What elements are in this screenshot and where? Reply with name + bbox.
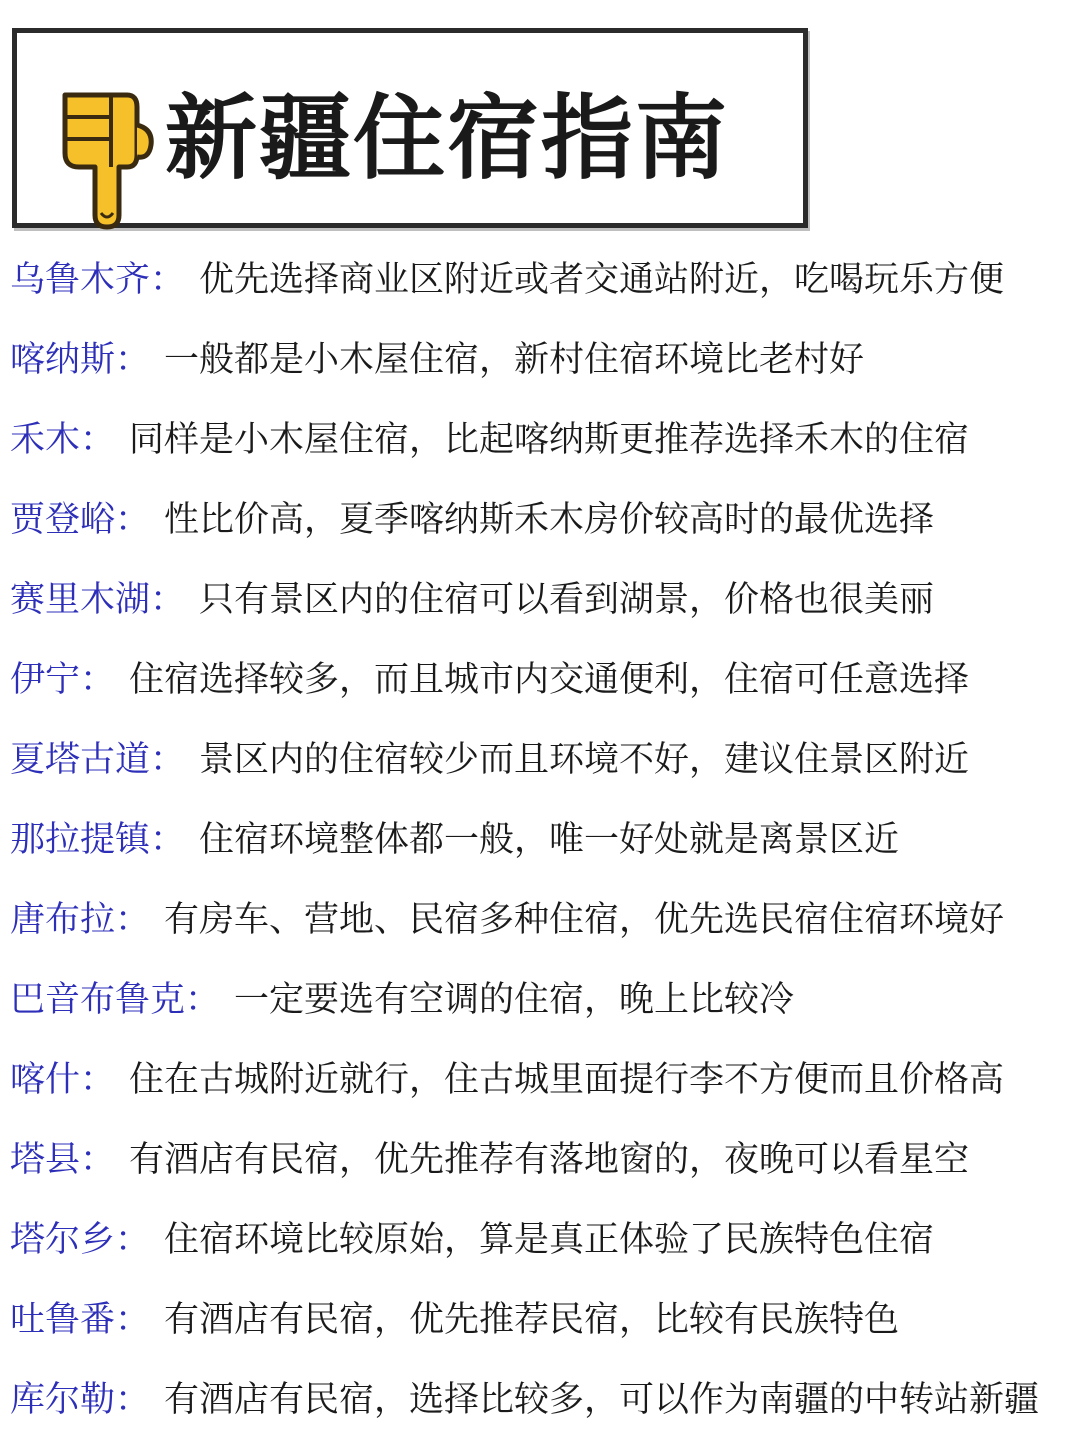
list-item [10, 880, 1070, 960]
list-item [10, 640, 1070, 720]
pointing-down-hand-icon [57, 85, 157, 235]
place-separator: ： [115, 1379, 151, 1420]
place-separator: ： [150, 739, 186, 780]
list-item [10, 720, 1070, 800]
place-name: 喀什 [10, 1059, 81, 1100]
place-description: 有酒店有民宿，优先推荐民宿，比较有民族特色 [164, 1299, 900, 1340]
place-name: 乌鲁木齐 [10, 259, 151, 300]
place-separator: ： [115, 339, 151, 380]
place-separator: ： [150, 819, 186, 860]
page-title: 新疆住宿指南 [165, 85, 730, 192]
list-item [10, 480, 1070, 560]
place-name: 那拉提镇 [10, 819, 151, 860]
place-name: 贾登峪 [10, 499, 116, 540]
list-item [10, 1040, 1070, 1120]
list-item [10, 1280, 1070, 1360]
place-separator: ： [80, 1059, 116, 1100]
place-description: 住宿选择较多，而且城市内交通便利，住宿可任意选择 [129, 659, 970, 700]
list-item [10, 1120, 1070, 1200]
place-name: 巴音布鲁克 [10, 979, 186, 1020]
place-separator: ： [115, 899, 151, 940]
list-item [10, 400, 1070, 480]
list-item [10, 320, 1070, 400]
list-item [10, 800, 1070, 880]
place-separator: ： [80, 419, 116, 460]
place-separator: ： [80, 1139, 116, 1180]
place-description: 一定要选有空调的住宿，晚上比较冷 [234, 979, 795, 1020]
place-description: 景区内的住宿较少而且环境不好，建议住景区附近 [199, 739, 970, 780]
place-name: 库尔勒 [10, 1379, 116, 1420]
place-name: 伊宁 [10, 659, 81, 700]
list-item [10, 560, 1070, 640]
place-description: 有酒店有民宿，优先推荐有落地窗的，夜晚可以看星空 [129, 1139, 970, 1180]
place-description: 有酒店有民宿，选择比较多，可以作为南疆的中转站新疆 [164, 1379, 1040, 1420]
place-name: 夏塔古道 [10, 739, 151, 780]
place-name: 唐布拉 [10, 899, 116, 940]
place-separator: ： [150, 259, 186, 300]
place-separator: ： [115, 1299, 151, 1340]
place-name: 禾木 [10, 419, 81, 460]
place-description: 同样是小木屋住宿，比起喀纳斯更推荐选择禾木的住宿 [129, 419, 970, 460]
accommodation-list [10, 240, 1070, 1440]
place-description: 优先选择商业区附近或者交通站附近，吃喝玩乐方便 [199, 259, 1005, 300]
list-item [10, 240, 1070, 320]
place-description: 只有景区内的住宿可以看到湖景，价格也很美丽 [199, 579, 935, 620]
place-name: 塔尔乡 [10, 1219, 116, 1260]
place-description: 性比价高，夏季喀纳斯禾木房价较高时的最优选择 [164, 499, 935, 540]
place-separator: ： [115, 499, 151, 540]
place-description: 有房车、营地、民宿多种住宿，优先选民宿住宿环境好 [164, 899, 1005, 940]
title-banner [12, 28, 808, 228]
place-description: 住在古城附近就行，住古城里面提行李不方便而且价格高 [129, 1059, 1005, 1100]
place-description: 住宿环境整体都一般，唯一好处就是离景区近 [199, 819, 900, 860]
list-item [10, 1200, 1070, 1280]
list-item [10, 960, 1070, 1040]
place-separator: ： [185, 979, 221, 1020]
place-name: 塔县 [10, 1139, 81, 1180]
place-name: 赛里木湖 [10, 579, 151, 620]
place-description: 住宿环境比较原始，算是真正体验了民族特色住宿 [164, 1219, 935, 1260]
list-item [10, 1360, 1070, 1440]
place-name: 喀纳斯 [10, 339, 116, 380]
place-name: 吐鲁番 [10, 1299, 116, 1340]
place-separator: ： [80, 659, 116, 700]
place-description: 一般都是小木屋住宿，新村住宿环境比老村好 [164, 339, 865, 380]
place-separator: ： [150, 579, 186, 620]
place-separator: ： [115, 1219, 151, 1260]
